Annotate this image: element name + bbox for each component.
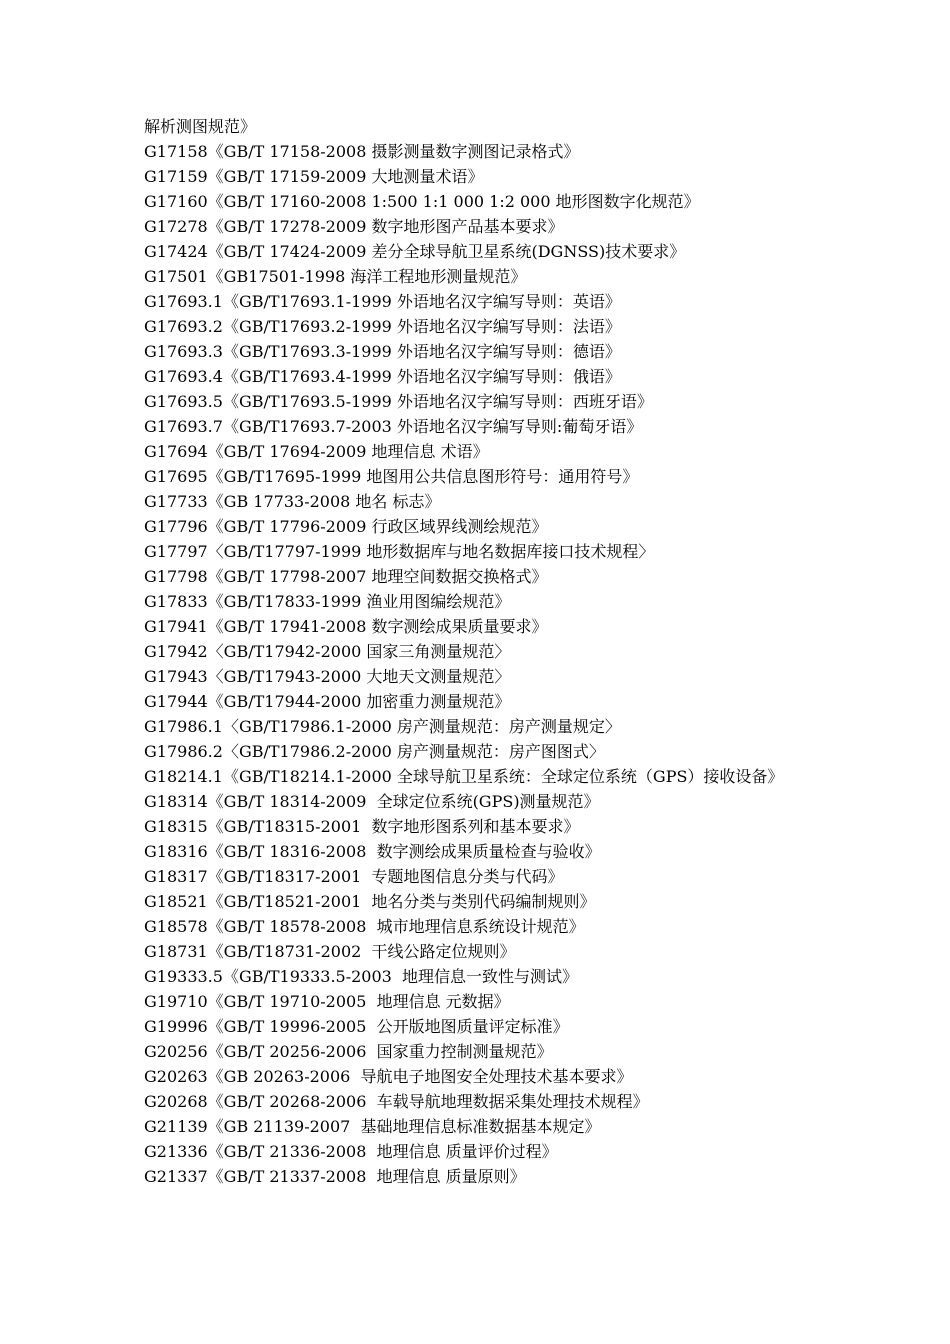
text-line: G17694《GB/T 17694-2009 地理信息 术语》 [144, 442, 489, 461]
text-line: G18731《GB/T18731-2002 干线公路定位规则》 [144, 942, 516, 961]
text-line: G20256《GB/T 20256-2006 国家重力控制测量规范》 [144, 1042, 553, 1061]
text-line: G17693.3《GB/T17693.3-1999 外语地名汉字编写导则：德语》 [144, 342, 621, 361]
text-line: G17944《GB/T17944-2000 加密重力测量规范》 [144, 692, 511, 711]
text-line: G18578《GB/T 18578-2008 城市地理信息系统设计规范》 [144, 917, 585, 936]
text-line: G17159《GB/T 17159-2009 大地测量术语》 [144, 167, 484, 186]
text-line: G17693.5《GB/T17693.5-1999 外语地名汉字编写导则：西班牙语》 [144, 392, 653, 411]
text-line: G18317《GB/T18317-2001 专题地图信息分类与代码》 [144, 867, 564, 886]
text-line: G17693.1《GB/T17693.1-1999 外语地名汉字编写导则：英语》 [144, 292, 621, 311]
text-line: G17942〈GB/T17942-2000 国家三角测量规范〉 [144, 642, 511, 661]
text-line: G17693.2《GB/T17693.2-1999 外语地名汉字编写导则：法语》 [144, 317, 621, 336]
standards-list [144, 114, 824, 1189]
text-line: G17693.7《GB/T17693.7-2003 外语地名汉字编写导则:葡萄牙语》 [144, 417, 643, 436]
text-line: G17160《GB/T 17160-2008 1:500 1:1 000 1:2 000 地形图数字化规范》 [144, 192, 700, 211]
text-line: G18315《GB/T18315-2001 数字地形图系列和基本要求》 [144, 817, 580, 836]
text-line: G21139《GB 21139-2007 基础地理信息标准数据基本规定》 [144, 1117, 601, 1136]
text-line: G17695《GB/T17695-1999 地图用公共信息图形符号：通用符号》 [144, 467, 639, 486]
text-line: G21336《GB/T 21336-2008 地理信息 质量评价过程》 [144, 1142, 558, 1161]
text-line: G17986.2〈GB/T17986.2-2000 房产测量规范：房产图图式〉 [144, 742, 605, 761]
text-line: G20263《GB 20263-2006 导航电子地图安全处理技术基本要求》 [144, 1067, 633, 1086]
text-line: G19710《GB/T 19710-2005 地理信息 元数据》 [144, 992, 510, 1011]
text-line: G21337《GB/T 21337-2008 地理信息 质量原则》 [144, 1167, 526, 1186]
text-line: G18316《GB/T 18316-2008 数字测绘成果质量检查与验收》 [144, 842, 601, 861]
text-line: G17424《GB/T 17424-2009 差分全球导航卫星系统(DGNSS)技术要求》 [144, 242, 686, 261]
text-line: G19333.5《GB/T19333.5-2003 地理信息一致性与测试》 [144, 967, 579, 986]
text-line: G17158《GB/T 17158-2008 摄影测量数字测图记录格式》 [144, 142, 580, 161]
text-line: G20268《GB/T 20268-2006 车载导航地理数据采集处理技术规程》 [144, 1092, 649, 1111]
text-line: G18521《GB/T18521-2001 地名分类与类别代码编制规则》 [144, 892, 596, 911]
text-line: G17986.1〈GB/T17986.1-2000 房产测量规范：房产测量规定〉 [144, 717, 621, 736]
text-line: G17941《GB/T 17941-2008 数字测绘成果质量要求》 [144, 617, 548, 636]
text-line: G19996《GB/T 19996-2005 公开版地图质量评定标准》 [144, 1017, 569, 1036]
text-line: G17733《GB 17733-2008 地名 标志》 [144, 492, 441, 511]
text-line: G17797〈GB/T17797-1999 地形数据库与地名数据库接口技术规程〉 [144, 542, 655, 561]
text-line: 解析测图规范》 [144, 117, 257, 136]
text-line: G17278《GB/T 17278-2009 数字地形图产品基本要求》 [144, 217, 564, 236]
text-line: G17833《GB/T17833-1999 渔业用图编绘规范》 [144, 592, 511, 611]
text-line: G18214.1《GB/T18214.1-2000 全球导航卫星系统：全球定位系统（GPS）接收设备》 [144, 767, 784, 786]
text-line: G18314《GB/T 18314-2009 全球定位系统(GPS)测量规范》 [144, 792, 600, 811]
text-line: G17798《GB/T 17798-2007 地理空间数据交换格式》 [144, 567, 548, 586]
text-line: G17693.4《GB/T17693.4-1999 外语地名汉字编写导则：俄语》 [144, 367, 621, 386]
text-line: G17943〈GB/T17943-2000 大地天文测量规范〉 [144, 667, 511, 686]
text-line: G17796《GB/T 17796-2009 行政区域界线测绘规范》 [144, 517, 548, 536]
text-line: G17501《GB17501-1998 海洋工程地形测量规范》 [144, 267, 527, 286]
